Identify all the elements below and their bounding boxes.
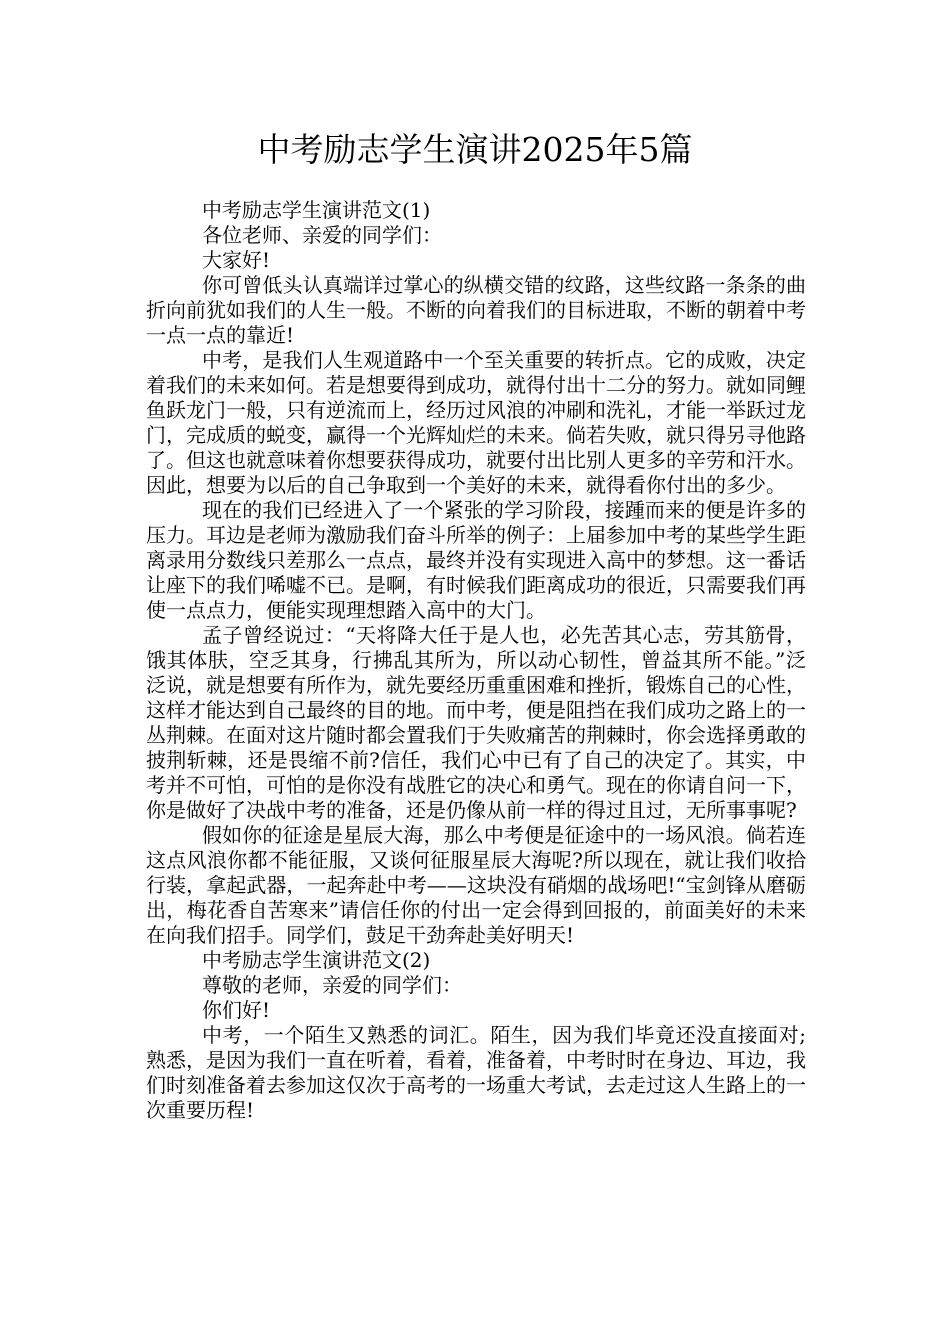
greeting-1: 大家好! [202,248,271,272]
salutation-2: 尊敬的老师，亲爱的同学们： [202,973,462,997]
body-paragraph: 假如你的征途是星辰大海，那么中考便是征途中的一场风浪。倘若连这点风浪你都不能征服，又谈何征服星辰大海呢?所以现在，就让我们收拾行装，拿起武器，一起奔赴中考——这块没有硝烟的战场吧!“宝剑锋从磨砺出，梅花香自苦寒来”请信任你的付出一定会得到回报的，前面美好的未来在向我们招手。同学们，鼓足干劲奔赴美好明天! [146,823,806,947]
speech-heading-1: 中考励志学生演讲范文(1) [202,198,431,222]
document-title: 中考励志学生演讲2025年5篇 [257,130,693,169]
greeting-2: 你们好! [202,998,271,1022]
salutation-1: 各位老师、亲爱的同学们： [202,223,442,247]
body-paragraph: 孟子曾经说过：“天将降大任于是人也，必先苦其心志，劳其筋骨，饿其体肤，空乏其身，行拂乱其所为，所以动心韧性，曾益其所不能。”泛泛说，就是想要有所作为，就先要经历重重困难和挫折，锻炼自己的心性，这样才能达到自己最终的目的地。而中考，便是阻挡在我们成功之路上的一丛荆棘。在面对这片随时都会置我们于失败痛苦的荆棘时，你会选择勇敢的披荆斩棘，还是畏缩不前?信任，我们心中已有了自己的决定了。其实，中考并不可怕，可怕的是你没有战胜它的决心和勇气。现在的你请自问一下，你是做好了决战中考的准备，还是仍像从前一样的得过且过，无所事事呢? [146,623,806,822]
document-body [146,198,806,1123]
body-paragraph: 现在的我们已经进入了一个紧张的学习阶段，接踵而来的便是许多的压力。耳边是老师为激励我们奋斗所举的例子：上届参加中考的某些学生距离录用分数线只差那么一点点，最终并没有实现进入高中的梦想。这一番话让座下的我们唏嘘不已。是啊，有时候我们距离成功的很近，只需要我们再使一点点力，便能实现理想踏入高中的大门。 [146,498,806,622]
body-paragraph: 中考，一个陌生又熟悉的词汇。陌生，因为我们毕竟还没直接面对;熟悉，是因为我们一直在听着，看着，准备着，中考时时在身边、耳边，我们时刻准备着去参加这仅次于高考的一场重大考试，去走过这人生路上的一次重要历程! [146,1023,806,1122]
body-paragraph: 你可曾低头认真端详过掌心的纵横交错的纹路，这些纹路一条条的曲折向前犹如我们的人生一般。不断的向着我们的目标进取，不断的朝着中考一点一点的靠近! [146,273,806,347]
speech-heading-2: 中考励志学生演讲范文(2) [202,948,431,972]
body-paragraph: 中考，是我们人生观道路中一个至关重要的转折点。它的成败，决定着我们的未来如何。若是想要得到成功，就得付出十二分的努力。就如同鲤鱼跃龙门一般，只有逆流而上，经历过风浪的冲刷和洗礼，才能一举跃过龙门，完成质的蜕变，赢得一个光辉灿烂的未来。倘若失败，就只得另寻他路了。但这也就意味着你想要获得成功，就要付出比别人更多的辛劳和汗水。因此，想要为以后的自己争取到一个美好的未来，就得看你付出的多少。 [146,348,806,497]
